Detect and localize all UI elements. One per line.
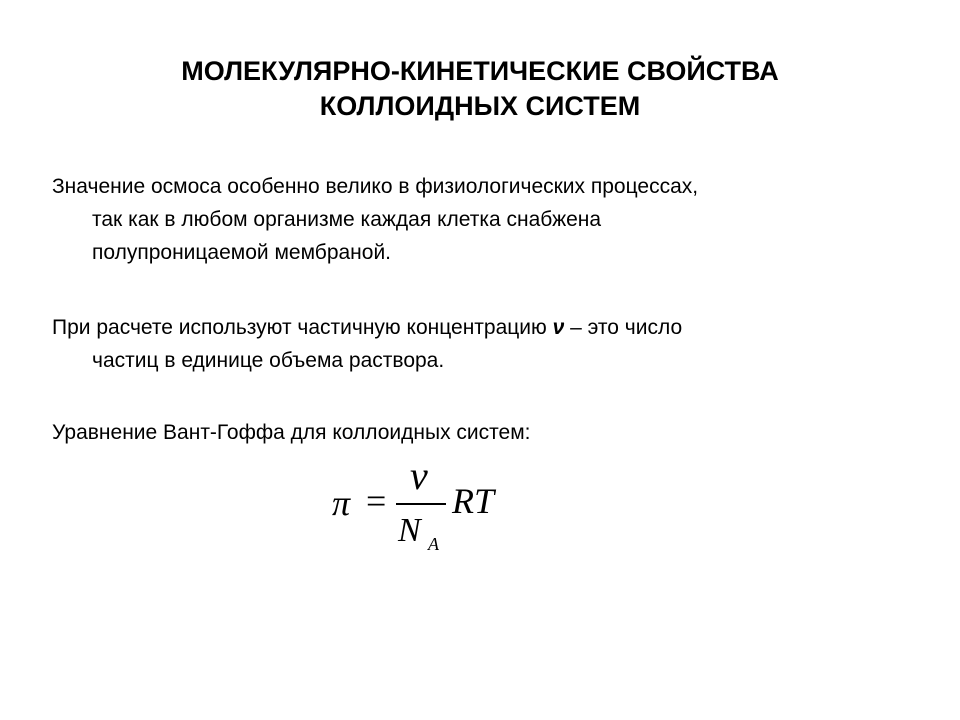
formula-numerator: ν bbox=[410, 453, 428, 498]
formula-denominator: N bbox=[398, 512, 421, 549]
paragraph-equation-intro-text: Уравнение Вант-Гоффа для коллоидных систем: bbox=[52, 421, 531, 444]
formula-equals-sign: = bbox=[366, 481, 387, 521]
formula-denominator-subscript: A bbox=[428, 534, 439, 554]
paragraph-osmosis-line-3: полупроницаемой мембраной. bbox=[92, 241, 392, 264]
slide-title bbox=[60, 54, 900, 124]
slide-title-line-1: МОЛЕКУЛЯРНО-КИНЕТИЧЕСКИЕ СВОЙСТВА bbox=[181, 56, 779, 86]
paragraph-concentration-line-2: частиц в единице объема раствора. bbox=[92, 349, 445, 372]
concentration-symbol: ν bbox=[552, 316, 565, 339]
paragraph-osmosis bbox=[52, 170, 902, 269]
formula-fraction-bar bbox=[396, 503, 446, 505]
vant-hoff-formula bbox=[326, 452, 526, 562]
paragraph-concentration-text-before: При расчете используют частичную концентрацию bbox=[52, 316, 553, 339]
paragraph-concentration bbox=[52, 311, 902, 377]
paragraph-concentration-text-after: – это число bbox=[564, 316, 683, 339]
formula-rt-factor: RT bbox=[452, 481, 495, 521]
paragraph-osmosis-line-2: так как в любом организме каждая клетка снабжена bbox=[92, 208, 602, 231]
paragraph-concentration-line-1 bbox=[52, 311, 902, 344]
paragraph-equation-intro bbox=[52, 416, 902, 449]
formula-osmotic-pressure-symbol: π bbox=[332, 483, 351, 523]
paragraph-osmosis-line-1: Значение осмоса особенно велико в физиологических процессах, bbox=[52, 175, 699, 198]
slide-title-line-2: КОЛЛОИДНЫХ СИСТЕМ bbox=[319, 91, 641, 121]
